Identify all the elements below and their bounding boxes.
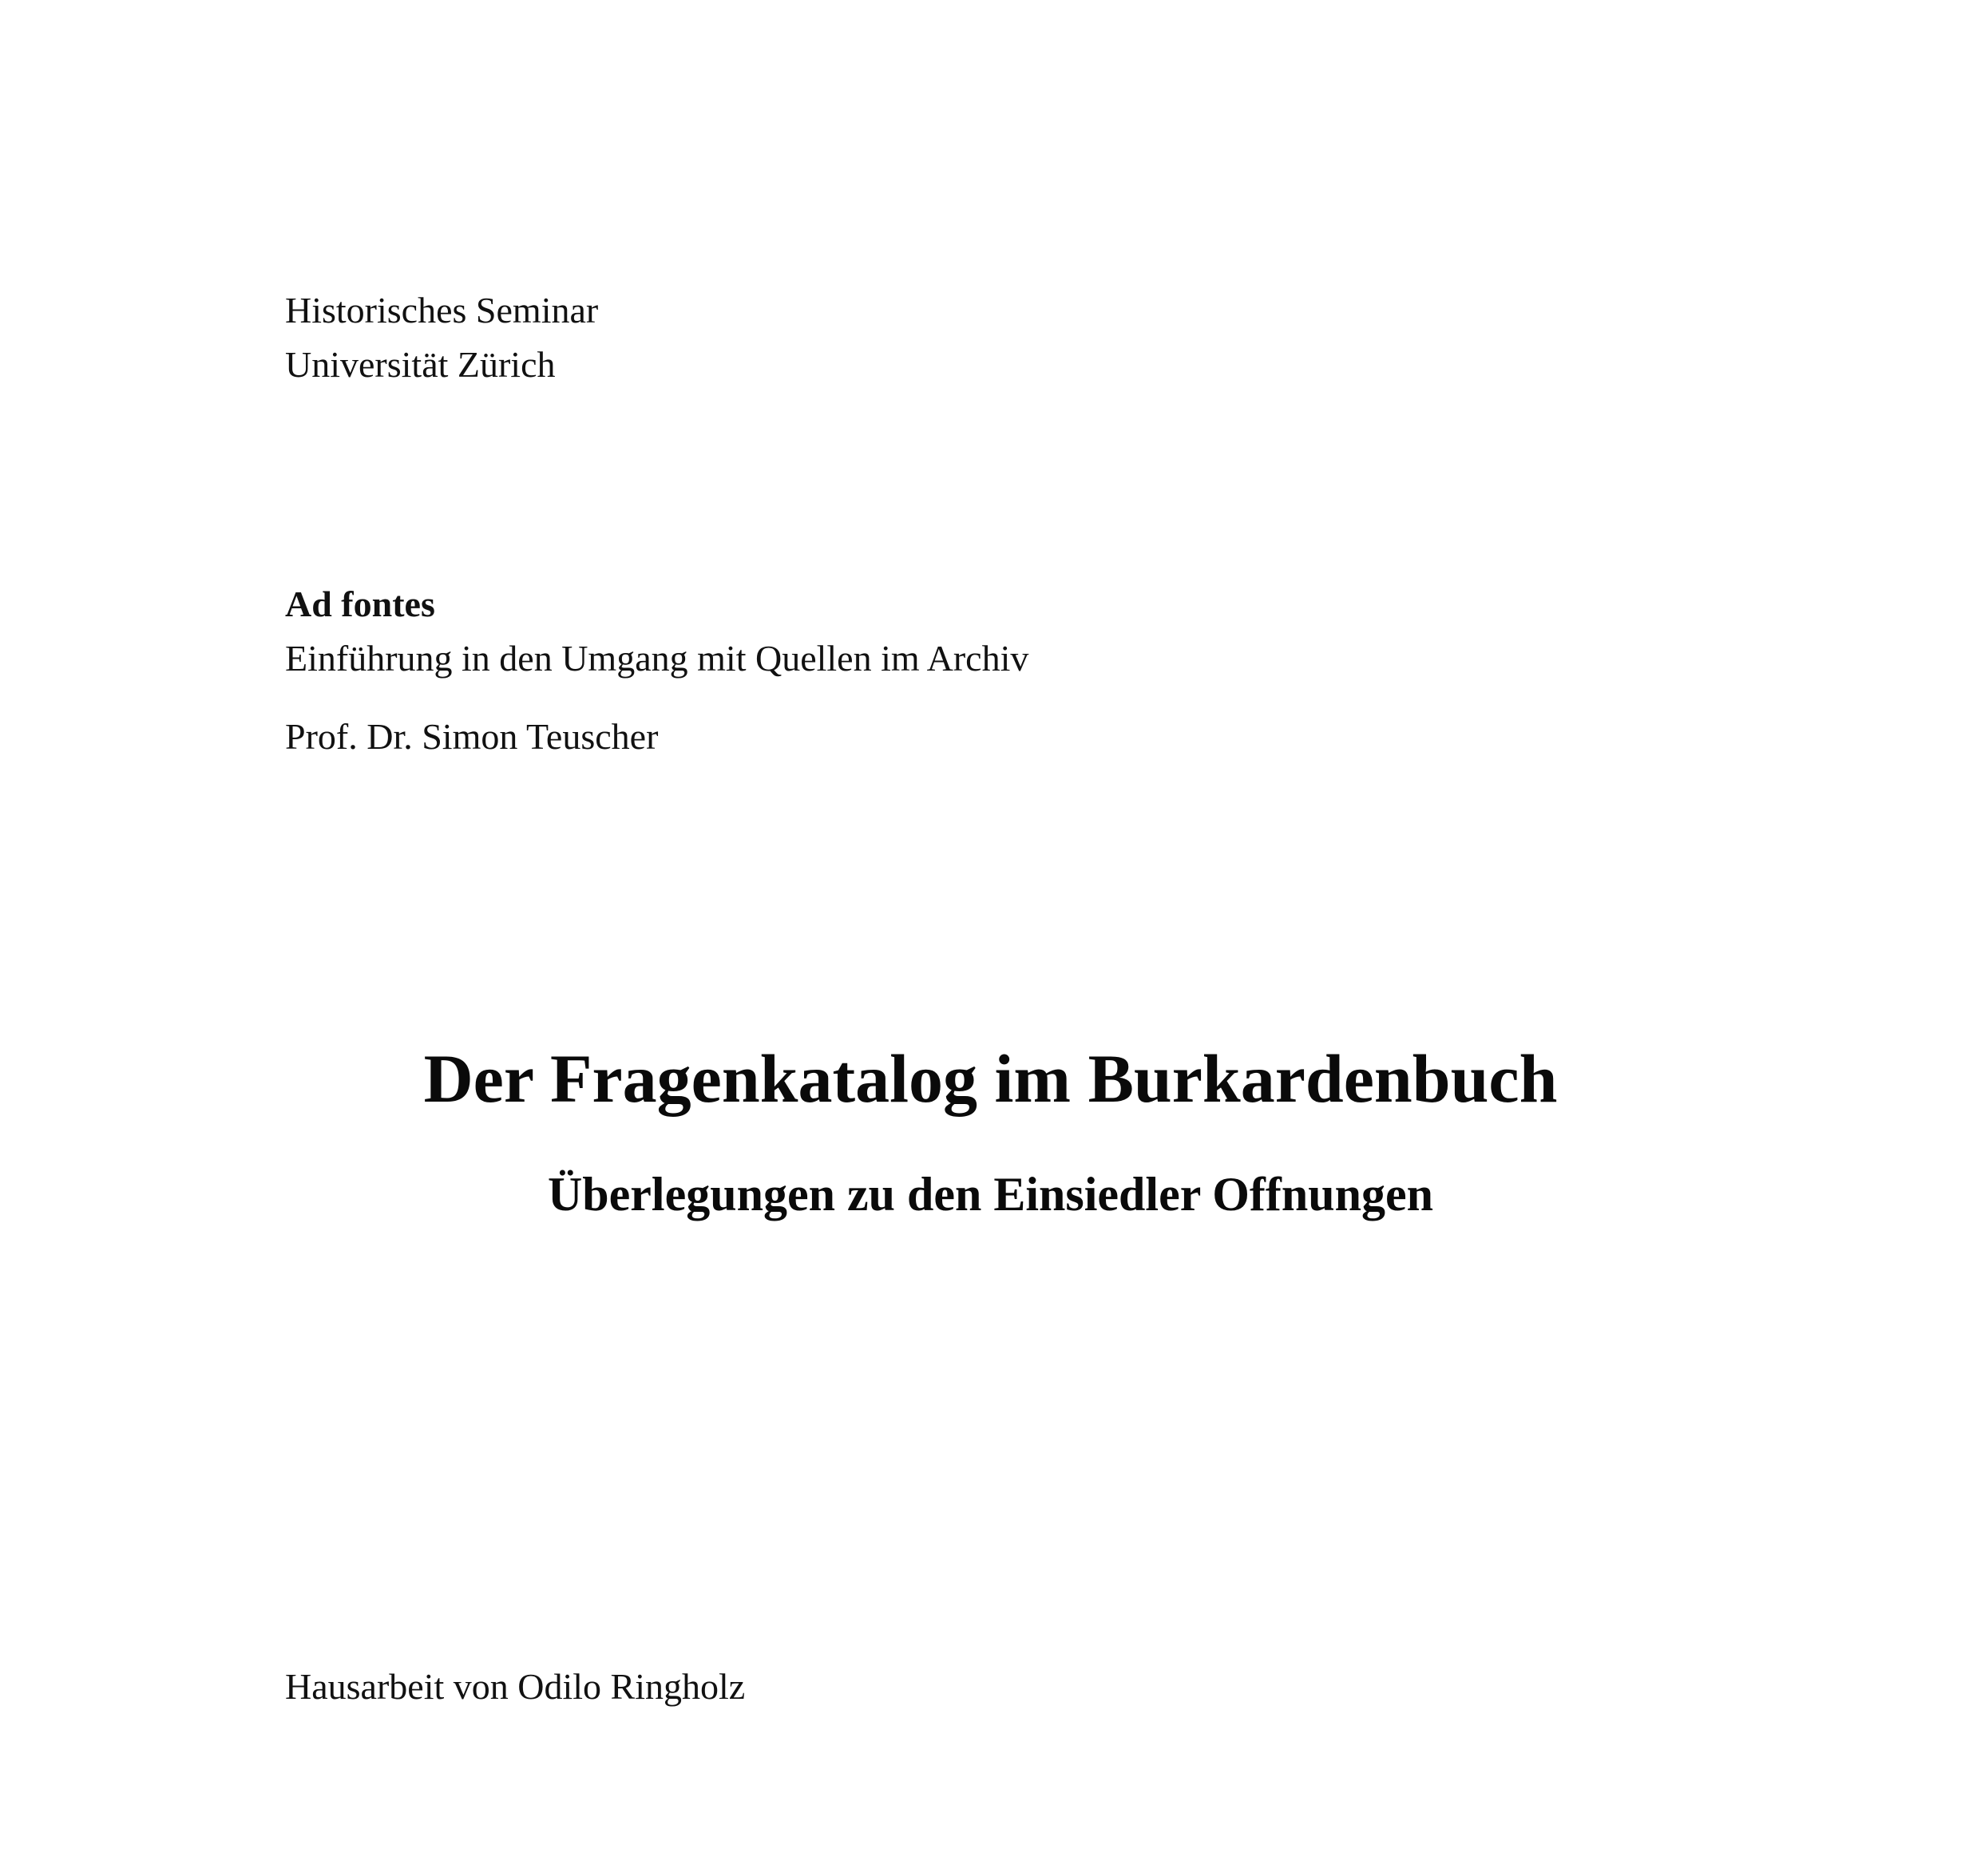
- lecturer-name: Prof. Dr. Simon Teuscher: [285, 716, 659, 757]
- document-title: Der Fragenkatalog im Burkardenbuch: [423, 1040, 1558, 1117]
- institute-name: Historisches Seminar: [285, 290, 599, 330]
- course-name: Ad fontes: [285, 584, 435, 624]
- course-description: Einführung in den Umgang mit Quellen im Archiv: [285, 638, 1029, 679]
- document-subtitle: Überlegungen zu den Einsiedler Offnungen: [547, 1168, 1434, 1221]
- university-name: Universität Zürich: [285, 344, 556, 385]
- author-line: Hausarbeit von Odilo Ringholz: [285, 1666, 746, 1707]
